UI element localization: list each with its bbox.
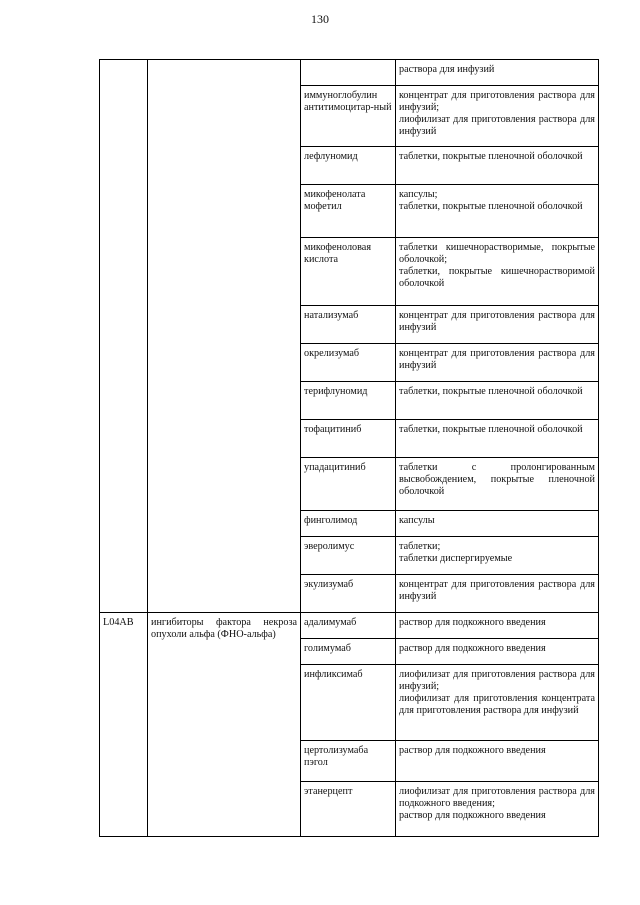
dosage-form-line: таблетки, покрытые пленочной оболочкой [399,424,583,435]
table-row [100,613,599,639]
drug-name-cell: адалимумаб [301,613,396,639]
dosage-form-line: лиофилизат для приготовления раствора для инфузий [399,114,595,137]
dosage-form-cell [396,782,599,837]
dosage-form-line: концентрат для приготовления раствора для инфузий [399,348,595,371]
dosage-form-line: раствор для подкожного введения [399,810,546,821]
dosage-form-line: лиофилизат для приготовления концентрата для приготовления раствора для инфузий [399,693,595,716]
dosage-form-cell [396,238,599,306]
atc-code-cell: L04AB [100,613,148,837]
dosage-form-line: таблетки, покрытые пленочной оболочкой [399,151,583,162]
dosage-form-line: раствора для инфузий [399,64,495,75]
drug-name-cell: эверолимус [301,537,396,575]
atc-code-cell [100,60,148,613]
table-row [100,60,599,86]
dosage-form-line: капсулы [399,515,435,526]
drug-name-cell: тофацитиниб [301,420,396,458]
dosage-form-cell [396,741,599,782]
dosage-form-line: лиофилизат для приготовления раствора для инфузий; [399,669,595,692]
dosage-form-line: таблетки с пролонгированным высвобождением, покрытые пленочной оболочкой [399,462,595,497]
dosage-form-line: таблетки, покрытые кишечнорастворимой оболочкой [399,266,595,289]
dosage-form-line: таблетки, покрытые пленочной оболочкой [399,386,583,397]
drug-name-cell: натализумаб [301,306,396,344]
dosage-form-cell [396,511,599,537]
drug-name-cell [301,60,396,86]
dosage-form-line: таблетки диспергируемые [399,553,513,564]
drug-name-cell: микофеноловая кислота [301,238,396,306]
drug-name-cell: этанерцепт [301,782,396,837]
drug-name-cell: финголимод [301,511,396,537]
dosage-form-line: раствор для подкожного введения [399,643,546,654]
drug-name-cell: иммуноглобулин антитимоцитар-ный [301,86,396,147]
dosage-form-line: таблетки, покрытые пленочной оболочкой [399,201,583,212]
dosage-form-cell [396,147,599,185]
dosage-form-line: лиофилизат для приготовления раствора для подкожного введения; [399,786,595,809]
dosage-form-cell [396,420,599,458]
dosage-form-line: таблетки; [399,541,441,552]
dosage-form-cell [396,613,599,639]
dosage-form-cell [396,382,599,420]
dosage-form-cell [396,185,599,238]
dosage-form-line: концентрат для приготовления раствора для инфузий [399,579,595,602]
drug-name-cell: упадацитиниб [301,458,396,511]
dosage-form-line: таблетки кишечнорастворимые, покрытые оболочкой; [399,242,595,265]
pharmacological-group-cell: ингибиторы фактора некроза опухоли альфа (ФНО-альфа) [148,613,301,837]
drug-name-cell: лефлуномид [301,147,396,185]
dosage-form-cell [396,86,599,147]
drug-name-cell: терифлуномид [301,382,396,420]
dosage-form-cell [396,639,599,665]
dosage-form-line: концентрат для приготовления раствора для инфузий; [399,90,595,113]
drug-name-cell: микофенолата мофетил [301,185,396,238]
page-number: 130 [311,12,329,26]
dosage-form-cell [396,344,599,382]
dosage-form-cell [396,60,599,86]
drug-list-table [99,59,599,837]
dosage-form-cell [396,306,599,344]
drug-name-cell: окрелизумаб [301,344,396,382]
drug-name-cell: инфликсимаб [301,665,396,741]
pharmacological-group-cell [148,60,301,613]
dosage-form-line: капсулы; [399,189,438,200]
drug-name-cell: экулизумаб [301,575,396,613]
drug-name-cell: цертолизумаба пэгол [301,741,396,782]
dosage-form-cell [396,458,599,511]
dosage-form-cell [396,537,599,575]
dosage-form-line: раствор для подкожного введения [399,745,546,756]
dosage-form-line: концентрат для приготовления раствора для инфузий [399,310,595,333]
dosage-form-cell [396,665,599,741]
dosage-form-cell [396,575,599,613]
dosage-form-line: раствор для подкожного введения [399,617,546,628]
drug-name-cell: голимумаб [301,639,396,665]
